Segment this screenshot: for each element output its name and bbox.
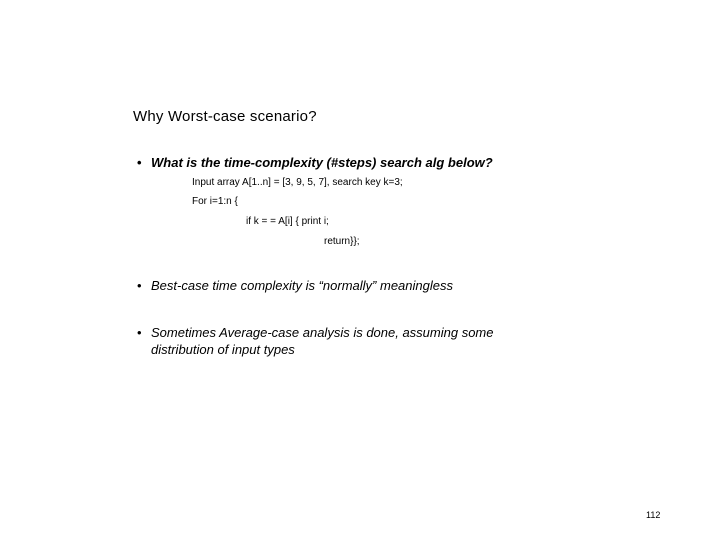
bullet-best-case [137, 277, 453, 294]
bullet-text: Sometimes Average-case analysis is done, assuming some distribution of input types [151, 325, 494, 357]
code-line-return: return}}; [324, 236, 360, 247]
bullet-average-case [137, 324, 537, 358]
bullet-time-complexity-question [137, 154, 493, 171]
bullet-text: What is the time-complexity (#steps) search alg below? [151, 155, 493, 170]
code-line-for: For i=1:n { [192, 196, 238, 207]
code-line-if: if k = = A[i] { print i; [246, 216, 329, 227]
bullet-marker: • [137, 278, 142, 293]
bullet-marker: • [137, 325, 142, 340]
bullet-text: Best-case time complexity is “normally” meaningless [151, 278, 453, 293]
bullet-marker: • [137, 155, 142, 170]
slide-title: Why Worst-case scenario? [133, 108, 317, 125]
code-line-input: Input array A[1..n] = [3, 9, 5, 7], search key k=3; [192, 177, 403, 188]
page-number: 112 [646, 510, 661, 520]
